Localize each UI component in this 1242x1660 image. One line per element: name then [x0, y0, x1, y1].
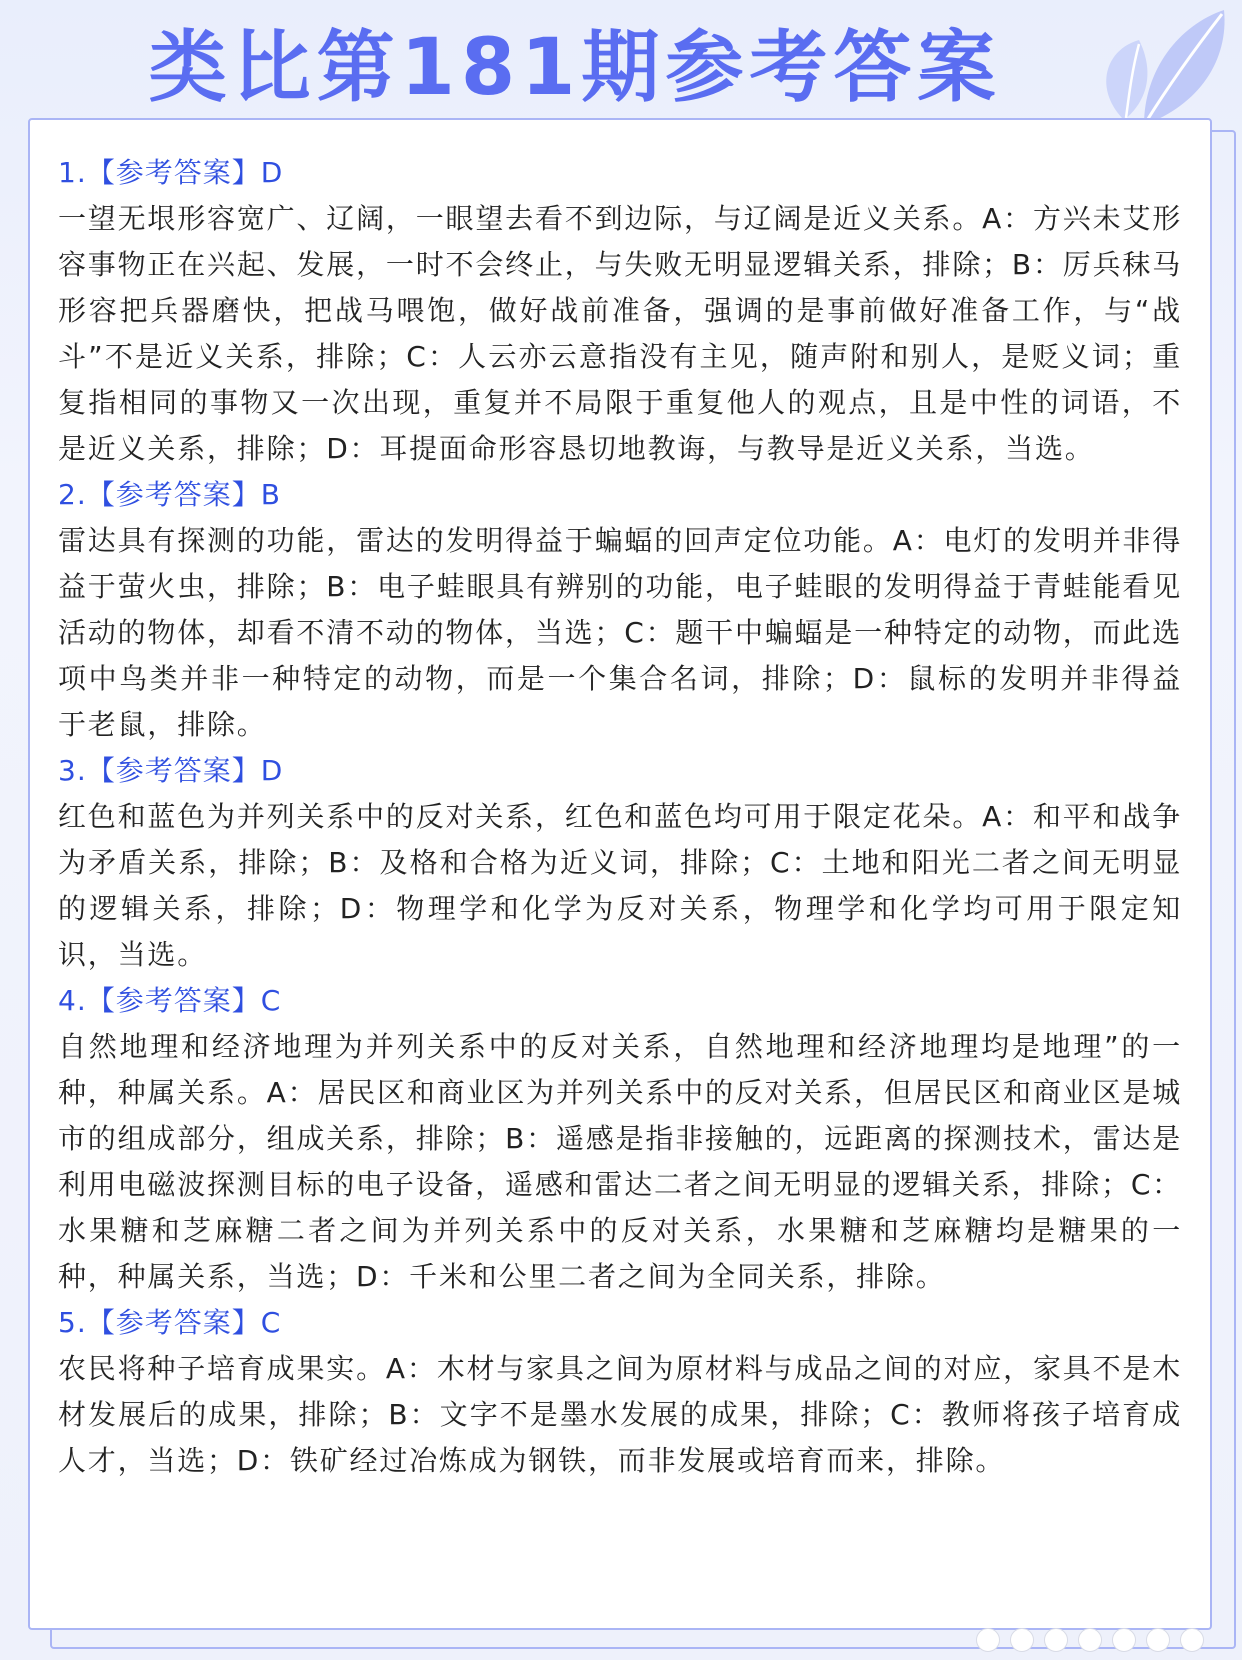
- page-dot: [1112, 1628, 1136, 1652]
- leaf-decoration-icon: [1084, 0, 1234, 130]
- answer-title: 4.【参考答案】C: [58, 984, 282, 1017]
- page-dot: [1180, 1628, 1204, 1652]
- page-dot: [1146, 1628, 1170, 1652]
- answer-title: 1.【参考答案】D: [58, 156, 284, 189]
- page-title: 类比第181期参考答案: [148, 23, 1002, 113]
- answer-item: [58, 472, 1182, 748]
- answer-item: [58, 978, 1182, 1300]
- answer-card: [28, 118, 1212, 1630]
- answer-title: 5.【参考答案】C: [58, 1306, 282, 1339]
- answer-explanation: 农民将种子培育成果实。A：木材与家具之间为原材料与成品之间的对应，家具不是木材发展后的成果，排除；B：文字不是墨水发展的成果，排除；C：教师将孩子培育成人才，当选；D：铁矿经过冶炼成为钢铁，而非发展或培育而来，排除。: [58, 1352, 1182, 1477]
- answer-item: [58, 748, 1182, 978]
- page-dot: [1078, 1628, 1102, 1652]
- page-dot: [1044, 1628, 1068, 1652]
- page-dot: [976, 1628, 1000, 1652]
- answer-title: 3.【参考答案】D: [58, 754, 284, 787]
- page-dot: [1010, 1628, 1034, 1652]
- page-indicator: [976, 1628, 1204, 1652]
- answer-item: [58, 150, 1182, 472]
- answer-explanation: 雷达具有探测的功能，雷达的发明得益于蝙蝠的回声定位功能。A：电灯的发明并非得益于萤火虫，排除；B：电子蛙眼具有辨别的功能，电子蛙眼的发明得益于青蛙能看见活动的物体，却看不清不动的物体，当选；C：题干中蝙蝠是一种特定的动物，而此选项中鸟类并非一种特定的动物，而是一个集合名词，排除；D：鼠标的发明并非得益于老鼠，排除。: [58, 524, 1182, 741]
- answer-explanation: 红色和蓝色为并列关系中的反对关系，红色和蓝色均可用于限定花朵。A：和平和战争为矛盾关系，排除；B：及格和合格为近义词，排除；C：土地和阳光二者之间无明显的逻辑关系，排除；D：物理学和化学为反对关系，物理学和化学均可用于限定知识，当选。: [58, 800, 1182, 971]
- answer-item: [58, 1300, 1182, 1484]
- answer-explanation: 一望无垠形容宽广、辽阔，一眼望去看不到边际，与辽阔是近义关系。A：方兴未艾形容事物正在兴起、发展，一时不会终止，与失败无明显逻辑关系，排除；B：厉兵秣马形容把兵器磨快，把战马喂饱，做好战前准备，强调的是事前做好准备工作，与“战斗”不是近义关系，排除；C：人云亦云意指没有主见，随声附和别人，是贬义词；重复指相同的事物又一次出现，重复并不局限于重复他人的观点，且是中性的词语，不是近义关系，排除；D：耳提面命形容恳切地教诲，与教导是近义关系，当选。: [58, 202, 1182, 465]
- answer-title: 2.【参考答案】B: [58, 478, 281, 511]
- answer-explanation: 自然地理和经济地理为并列关系中的反对关系，自然地理和经济地理均是地理”的一种，种属关系。A：居民区和商业区为并列关系中的反对关系，但居民区和商业区是城市的组成部分，组成关系，排除；B：遥感是指非接触的，远距离的探测技术，雷达是利用电磁波探测目标的电子设备，遥感和雷达二者之间无明显的逻辑关系，排除；C：水果糖和芝麻糖二者之间为并列关系中的反对关系，水果糖和芝麻糖均是糖果的一种，种属关系，当选；D：千米和公里二者之间为全同关系，排除。: [58, 1030, 1182, 1293]
